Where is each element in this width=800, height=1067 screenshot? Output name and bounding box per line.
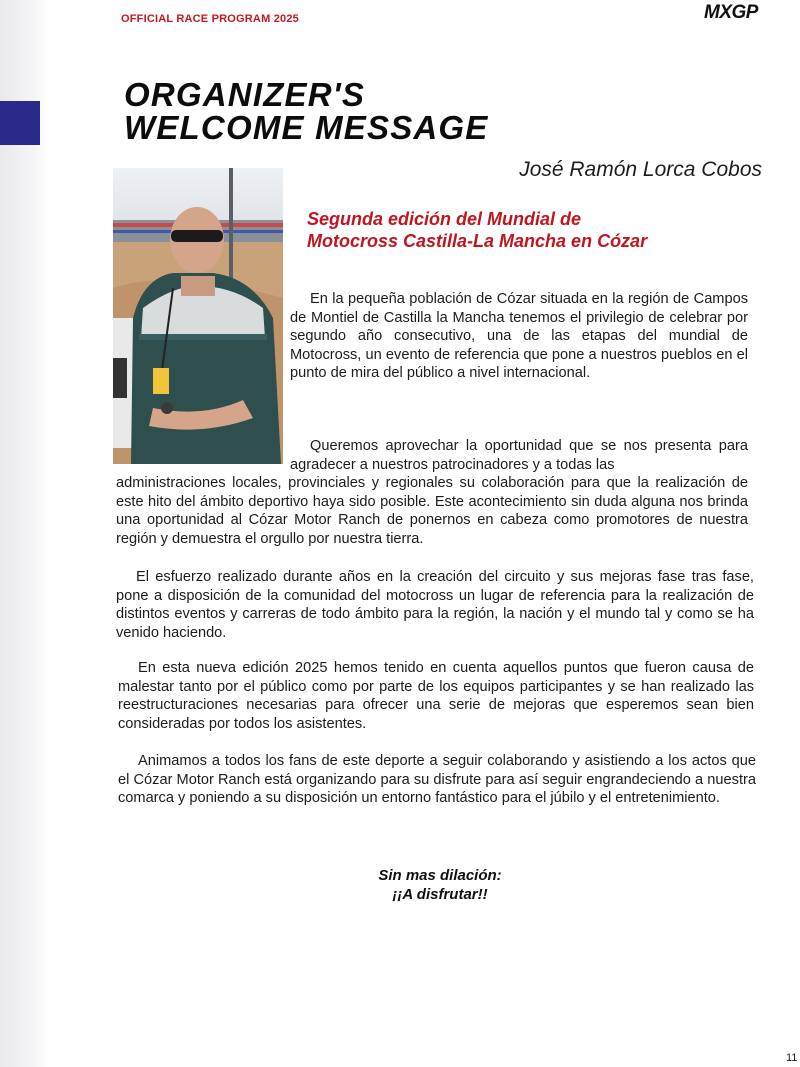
- paragraph-3: El esfuerzo realizado durante años en la creación del circuito y sus mejoras fase tras fase, pone a disposición de la comunidad del motocross un lugar de referencia para la realización de distintos eventos y carreras de todo ámbito para la región, la nación y el mundo tal y como se ha venido haciendo.: [116, 569, 754, 641]
- program-header: OFFICIAL RACE PROGRAM 2025: [121, 13, 299, 25]
- closing-message: [300, 866, 580, 904]
- title-line-1: ORGANIZER'S: [124, 76, 366, 113]
- paragraph-2: [116, 437, 748, 549]
- section-tab-marker: [0, 101, 40, 145]
- mxgp-logo: [704, 2, 758, 24]
- paragraph-5: Animamos a todos los fans de este deporte a seguir colaborando y asistiendo a los actos que el Cózar Motor Ranch está organizando para su disfrute para así seguir engrandeciendo a nuestra comarca y poniendo a su disposición un entorno fantástico para el júbilo y el entretenimiento.: [118, 753, 756, 807]
- organizer-portrait-photo: [113, 168, 283, 464]
- closing-line-2: ¡¡A disfrutar!!: [392, 886, 488, 903]
- paragraph-2-rest: administraciones locales, provinciales y regionales su colaboración para que la realización de este hito del ámbito deportivo haya sido posible. Este acontecimiento sin duda alguna nos brinda una oportunidad al Cózar Motor Ranch de ponernos en cabeza como promotores de nuestra región y demuestra el orgullo por nuestra tierra.: [116, 475, 748, 547]
- page-title: [124, 78, 489, 144]
- page-number: 11: [786, 1052, 798, 1064]
- author-name: José Ramón Lorca Cobos: [519, 158, 762, 181]
- paragraph-1: En la pequeña población de Cózar situada en la región de Campos de Montiel de Castilla la Mancha tenemos el privilegio de celebrar por segundo año consecutivo, una de las etapas del mundial de Motocross, un evento de referencia que pone a nuestros pueblos en el punto de mira del público a nivel internacional.: [290, 291, 748, 382]
- title-line-2: WELCOME MESSAGE: [124, 109, 489, 146]
- paragraph-4: En esta nueva edición 2025 hemos tenido en cuenta aquellos puntos que fueron causa de malestar tanto por el público como por parte de los equipos participantes y se han realizado las reestructuraciones necesarias para ofrecer una serie de mejoras que esperemos sean bien consideradas por todos los asistentes.: [118, 660, 754, 732]
- subtitle-line-1: Segunda edición del Mundial de: [307, 209, 582, 229]
- closing-line-1: Sin mas dilación:: [378, 867, 502, 884]
- page-fold-shadow: [0, 0, 50, 1067]
- brand-logo-text: MXGP: [704, 2, 758, 23]
- subtitle-line-2: Motocross Castilla-La Mancha en Cózar: [307, 231, 648, 251]
- article-subtitle: [307, 208, 747, 252]
- paragraph-2-lead: Queremos aprovechar la oportunidad que se nos presenta para agradecer a nuestros patrocinadores y a todas las: [290, 438, 748, 473]
